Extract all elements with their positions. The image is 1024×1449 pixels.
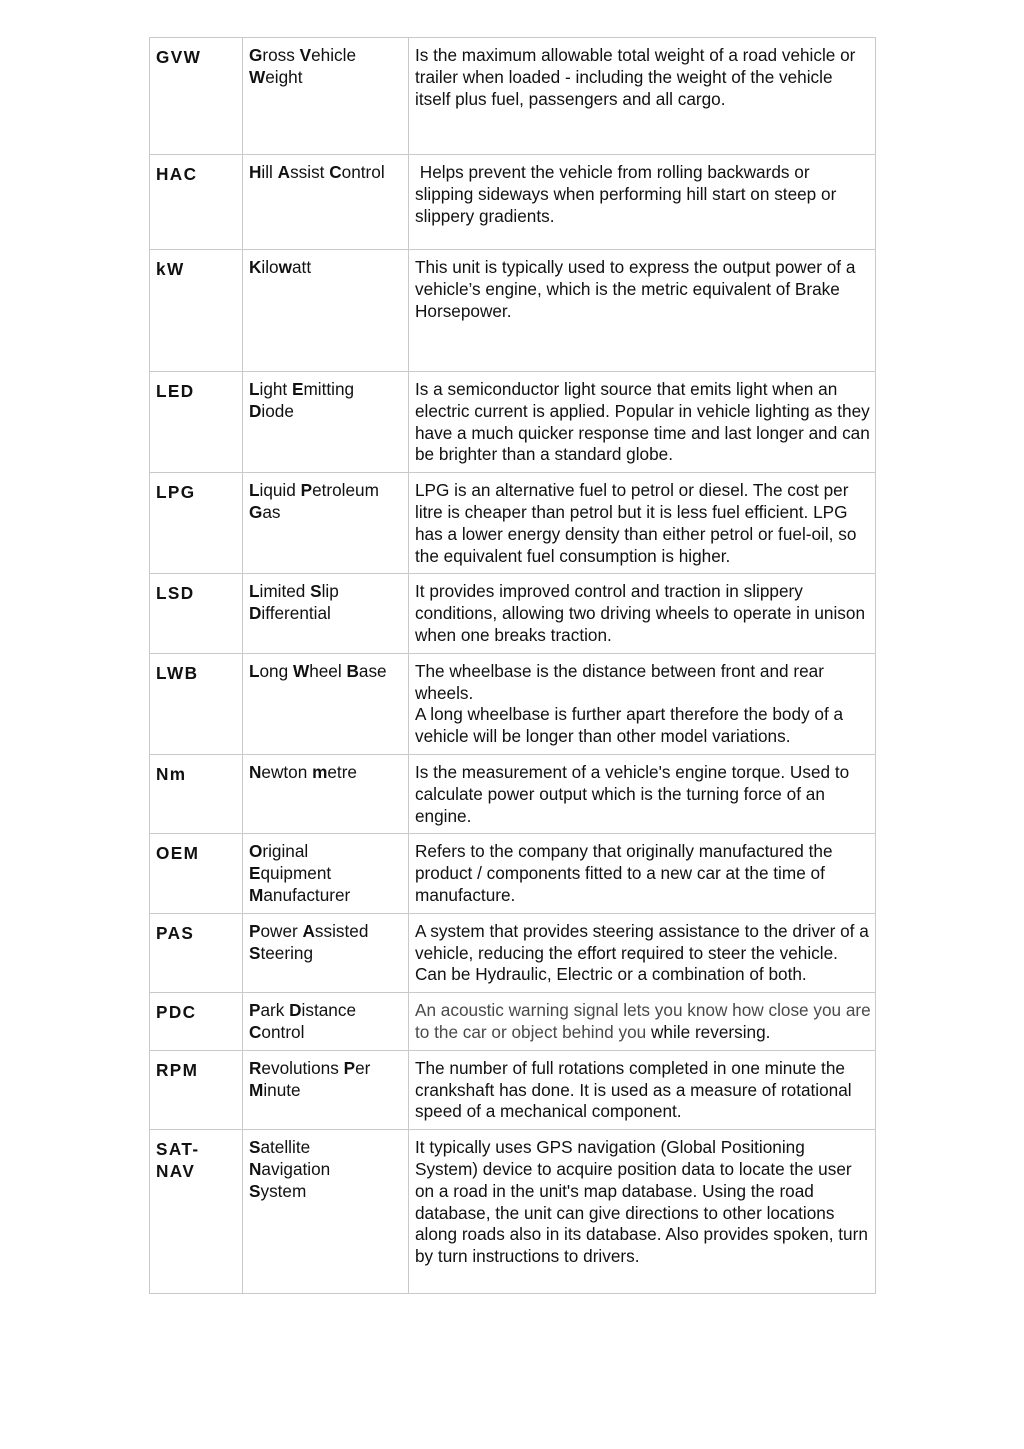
abbreviation-cell: PDC	[150, 993, 243, 1051]
term-initial: P	[249, 920, 261, 941]
term-rest: imited	[259, 581, 311, 602]
table-row	[150, 250, 876, 372]
term-initial: E	[249, 863, 261, 884]
term-cell	[243, 155, 409, 250]
table-row	[150, 754, 876, 833]
table-row	[150, 574, 876, 653]
term-rest: etre	[327, 761, 357, 782]
abbreviation-cell: LED	[150, 372, 243, 473]
term-initial: w	[278, 257, 292, 277]
term-initial: S	[249, 942, 261, 963]
term-cell	[243, 250, 409, 372]
term-rest: ight	[259, 379, 292, 399]
term-initial: D	[249, 400, 262, 421]
definition-text: Is the maximum allowable total weight of a road vehicle or trailer when loaded - including the weight of the vehicle itself plus fuel, passengers and all cargo.	[415, 45, 861, 109]
definition-cell	[409, 834, 876, 913]
table-row	[150, 834, 876, 913]
definition-cell	[409, 473, 876, 574]
term-initial: G	[249, 501, 263, 522]
term-cell	[243, 993, 409, 1051]
term-initial: V	[299, 45, 312, 65]
definition-text: LPG is an alternative fuel to petrol or diesel. The cost per litre is cheaper than petrol but it is less fuel efficient. LPG has a lower energy density than either petrol or fuel-oil, so the equivalent fuel consumption is higher.	[415, 480, 862, 566]
term-rest: iode	[261, 400, 294, 421]
term-initial: M	[249, 1079, 264, 1100]
table-row	[150, 1130, 876, 1294]
term-initial: E	[292, 379, 304, 399]
table-row	[150, 993, 876, 1051]
term-initial: S	[249, 1180, 261, 1201]
term-rest: ehicle	[311, 45, 357, 65]
term-initial: K	[249, 257, 262, 277]
abbreviation-cell: OEM	[150, 834, 243, 913]
term-initial: C	[249, 1021, 262, 1042]
definition-text: This unit is typically used to express the output power of a vehicle’s engine, which is the metric equivalent of Brake Horsepower.	[415, 257, 861, 321]
term-initial: M	[249, 884, 264, 905]
term-initial: B	[346, 660, 359, 681]
term-initial: C	[329, 162, 342, 182]
term-rest: etroleum	[312, 480, 379, 501]
term-rest: ower	[260, 920, 303, 941]
term-rest: att	[292, 257, 312, 277]
term-cell	[243, 38, 409, 155]
term-initial: L	[249, 581, 260, 602]
term-cell	[243, 372, 409, 473]
term-initial: L	[249, 379, 260, 399]
definition-text: It provides improved control and traction in slippery conditions, allowing two driving wheels to operate in unison when one breaks traction.	[415, 581, 870, 645]
table-row	[150, 913, 876, 992]
term-initial: S	[249, 1137, 261, 1158]
term-rest: as	[262, 501, 281, 522]
term-initial: P	[300, 480, 313, 501]
definition-cell	[409, 913, 876, 992]
term-initial: D	[249, 603, 262, 624]
definition-muted-text: An acoustic warning signal lets you know how close you are to the car or object behind you	[415, 1000, 871, 1042]
term-rest: mitting	[303, 379, 355, 399]
term-cell	[243, 1130, 409, 1294]
glossary-body	[150, 38, 876, 1294]
term-initial: W	[292, 660, 310, 681]
term-rest: ark	[260, 1000, 290, 1021]
term-cell	[243, 754, 409, 833]
definition-cell	[409, 993, 876, 1051]
term-initial: S	[310, 581, 322, 602]
definition-text: The number of full rotations completed in one minute the crankshaft has done. It is used as a measure of rotational speed of a mechanical component.	[415, 1057, 857, 1122]
term-rest: er	[355, 1057, 371, 1078]
term-initial: G	[249, 45, 263, 65]
term-rest: ewton	[261, 761, 313, 782]
definition-cell	[409, 574, 876, 653]
term-initial: W	[249, 66, 266, 87]
definition-cell	[409, 372, 876, 473]
abbreviation-cell: SAT-NAV	[150, 1130, 243, 1294]
term-cell	[243, 473, 409, 574]
abbreviation-cell: GVW	[150, 38, 243, 155]
term-initial: D	[289, 1000, 302, 1021]
abbreviation-cell: HAC	[150, 155, 243, 250]
term-rest: riginal	[262, 841, 309, 862]
term-cell	[243, 574, 409, 653]
definition-text: A system that provides steering assistance to the driver of a vehicle, reducing the effort required to steer the vehicle. Can be Hydraulic, Electric or a combination of both.	[415, 920, 874, 985]
term-initial: A	[277, 162, 291, 182]
definition-cell	[409, 754, 876, 833]
term-rest: eight	[265, 66, 303, 87]
table-row	[150, 155, 876, 250]
definition-cell	[409, 38, 876, 155]
definition-text: Is the measurement of a vehicle's engine torque. Used to calculate power output which is the turning force of an engine.	[415, 761, 854, 826]
table-row	[150, 653, 876, 754]
term-initial: P	[343, 1057, 356, 1078]
term-rest: ill	[261, 162, 278, 182]
term-rest: evolutions	[261, 1057, 344, 1078]
term-rest: ontrol	[261, 1021, 305, 1042]
term-cell	[243, 834, 409, 913]
term-rest: quipment	[260, 863, 332, 884]
definition-text: Helps prevent the vehicle from rolling backwards or slipping sideways when performing hill start on steep or slippery gradients.	[415, 162, 842, 226]
table-row	[150, 473, 876, 574]
term-initial: R	[249, 1057, 262, 1078]
term-rest: ase	[358, 660, 387, 681]
term-initial: O	[249, 841, 263, 862]
term-rest: ong	[259, 660, 293, 681]
definition-cell	[409, 1050, 876, 1129]
definition-text: Refers to the company that originally manufactured the product / components fitted to a new car at the time of manufacture.	[415, 841, 838, 905]
term-initial: A	[302, 920, 315, 941]
term-initial: L	[249, 480, 260, 501]
definition-cell	[409, 1130, 876, 1294]
term-rest: anufacturer	[263, 884, 351, 905]
term-initial: P	[249, 1000, 261, 1021]
abbreviation-cell: PAS	[150, 913, 243, 992]
term-initial: N	[249, 761, 262, 782]
term-cell	[243, 1050, 409, 1129]
table-row	[150, 38, 876, 155]
term-rest: ssist	[290, 162, 330, 182]
glossary-table	[149, 37, 876, 1294]
table-row	[150, 1050, 876, 1129]
abbreviation-cell: LSD	[150, 574, 243, 653]
term-rest: atellite	[260, 1137, 311, 1158]
abbreviation-cell: kW	[150, 250, 243, 372]
term-cell	[243, 653, 409, 754]
abbreviation-cell: RPM	[150, 1050, 243, 1129]
term-initial: H	[249, 162, 262, 182]
term-rest: ystem	[260, 1180, 307, 1201]
definition-text: while reversing.	[646, 1021, 771, 1042]
term-rest: lip	[321, 581, 339, 602]
term-initial: N	[249, 1158, 262, 1179]
term-rest: avigation	[261, 1158, 331, 1179]
term-rest: ifferential	[261, 603, 331, 624]
term-rest: ontrol	[341, 162, 385, 182]
term-rest: ross	[262, 45, 300, 65]
term-rest: istance	[301, 1000, 357, 1021]
term-cell	[243, 913, 409, 992]
definition-text: The wheelbase is the distance between front and rear wheels.	[415, 660, 829, 703]
definition-text-2: A long wheelbase is further apart therefore the body of a vehicle will be longer than other model variations.	[415, 704, 844, 747]
term-rest: inute	[263, 1079, 301, 1100]
definition-text: Is a semiconductor light source that emits light when an electric current is applied. Popular in vehicle lighting as they have a much quicker response time and last longer and can be brighter than a standard globe.	[415, 379, 875, 465]
term-rest: iquid	[259, 480, 301, 501]
definition-text: It typically uses GPS navigation (Global Positioning System) device to acquire position data to locate the user on a road in the unit's map database. Using the road database, the unit can give directions to other locations along roads also in its database. Also provides spoken, turn by turn instructions to drivers.	[415, 1137, 873, 1267]
term-rest: ilo	[261, 257, 279, 277]
abbreviation-cell: LWB	[150, 653, 243, 754]
abbreviation-cell: Nm	[150, 754, 243, 833]
definition-cell	[409, 155, 876, 250]
term-rest: ssisted	[314, 920, 369, 941]
term-rest: teering	[260, 942, 314, 963]
term-initial: L	[249, 660, 260, 681]
definition-cell	[409, 653, 876, 754]
table-row	[150, 372, 876, 473]
term-initial: m	[312, 761, 328, 782]
abbreviation-cell: LPG	[150, 473, 243, 574]
definition-cell	[409, 250, 876, 372]
term-rest: heel	[309, 660, 347, 681]
